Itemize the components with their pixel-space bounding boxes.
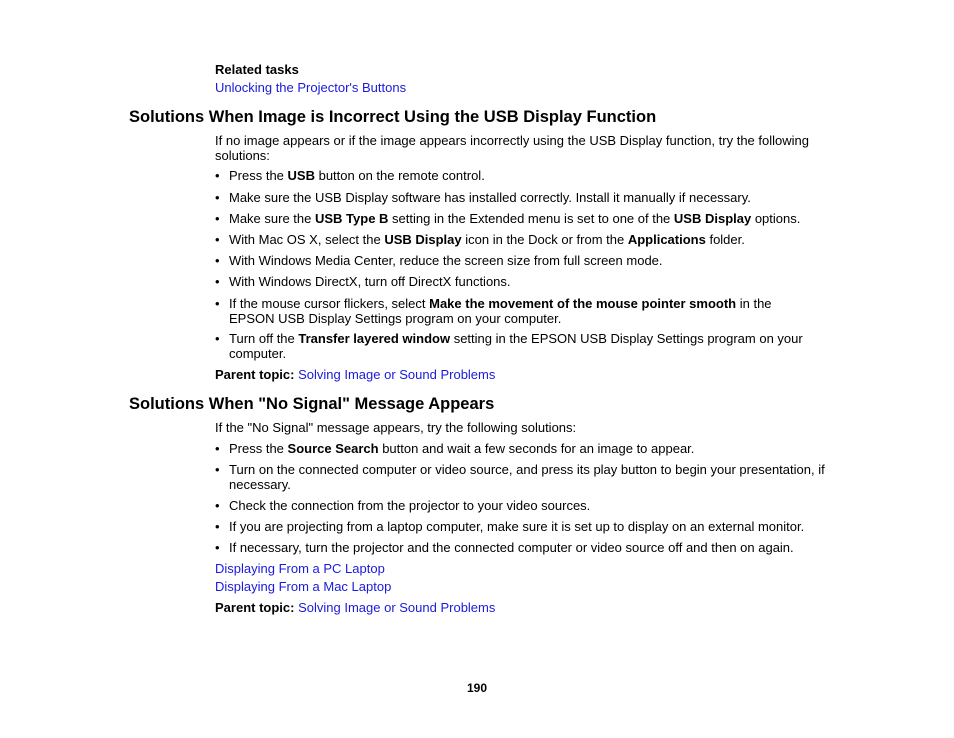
solving-image-sound-link[interactable]: Solving Image or Sound Problems	[298, 367, 496, 382]
nosignal-parent-topic	[215, 600, 495, 615]
usb-intro: If no image appears or if the image appears incorrectly using the USB Display function, try the following solutions:	[215, 133, 809, 163]
nosignal-intro: If the "No Signal" message appears, try the following solutions:	[215, 420, 577, 435]
pc-laptop-link[interactable]: Displaying From a PC Laptop	[215, 561, 385, 576]
list-item	[215, 211, 830, 226]
text: Turn on the connected computer or video source, and press its play button to begin your presentation, if necessary.	[229, 462, 825, 492]
text: folder.	[705, 232, 745, 247]
text: With Mac OS X, select the	[229, 232, 385, 247]
list-item	[215, 168, 830, 183]
list-item	[215, 462, 825, 492]
bold-text: USB Display	[673, 211, 752, 226]
usb-parent-topic	[215, 367, 495, 382]
list-item	[215, 296, 780, 326]
list-item	[215, 519, 840, 534]
usb-section-title: Solutions When Image is Incorrect Using the USB Display Function	[129, 108, 657, 126]
bold-text: Transfer layered window	[298, 331, 451, 346]
bullet: •	[215, 540, 220, 555]
bullet: •	[215, 441, 220, 456]
bullet: •	[215, 168, 220, 183]
text: options.	[751, 211, 801, 226]
list-item	[215, 232, 830, 247]
text: button and wait a few seconds for an image to appear.	[378, 441, 695, 456]
bullet: •	[215, 296, 220, 311]
text: With Windows Media Center, reduce the screen size from full screen mode.	[229, 253, 663, 268]
bullet: •	[215, 253, 220, 268]
text: If necessary, turn the projector and the connected computer or video source off and then on again.	[229, 540, 794, 555]
nosignal-section-title: Solutions When "No Signal" Message Appears	[129, 395, 495, 413]
list-item	[215, 540, 840, 555]
bold-text: USB Display	[384, 232, 462, 247]
text: Make sure the USB Display software has installed correctly. Install it manually if necessary.	[229, 190, 751, 205]
bullet: •	[215, 331, 220, 346]
bold-text: Applications	[627, 232, 706, 247]
text: Make sure the	[229, 211, 315, 226]
text: If the mouse cursor flickers, select	[229, 296, 430, 311]
list-item	[215, 331, 815, 361]
solving-image-sound-link[interactable]: Solving Image or Sound Problems	[298, 600, 496, 615]
text: setting in the Extended menu is set to one of the	[388, 211, 674, 226]
bullet: •	[215, 274, 220, 289]
list-item	[215, 274, 830, 289]
related-tasks-heading: Related tasks	[215, 62, 299, 77]
bullet: •	[215, 190, 220, 205]
text: Check the connection from the projector to your video sources.	[229, 498, 591, 513]
bold-text: USB Type B	[315, 211, 389, 226]
list-item	[215, 190, 830, 205]
list-item	[215, 498, 830, 513]
text: Turn off the	[229, 331, 299, 346]
text: Press the	[229, 441, 288, 456]
text: setting in the EPSON USB Display Settings program on your computer.	[229, 331, 803, 361]
parent-topic-label: Parent topic:	[215, 600, 295, 615]
bold-text: Make the movement of the mouse pointer smooth	[429, 296, 737, 311]
bullet: •	[215, 462, 220, 477]
page-number: 190	[466, 681, 488, 695]
text: With Windows DirectX, turn off DirectX functions.	[229, 274, 511, 289]
text: button on the remote control.	[314, 168, 485, 183]
text: icon in the Dock or from the	[461, 232, 628, 247]
list-item	[215, 253, 830, 268]
mac-laptop-link[interactable]: Displaying From a Mac Laptop	[215, 579, 392, 594]
text: If you are projecting from a laptop computer, make sure it is set up to display on an external monitor.	[229, 519, 805, 534]
unlocking-buttons-link[interactable]: Unlocking the Projector's Buttons	[215, 80, 407, 95]
list-item	[215, 441, 830, 456]
parent-topic-label: Parent topic:	[215, 367, 295, 382]
bold-text: USB	[287, 168, 315, 183]
text: Press the	[229, 168, 288, 183]
bold-text: Source Search	[287, 441, 379, 456]
bullet: •	[215, 211, 220, 226]
bullet: •	[215, 232, 220, 247]
bullet: •	[215, 519, 220, 534]
bullet: •	[215, 498, 220, 513]
text: in the EPSON USB Display Settings program on your computer.	[229, 296, 772, 326]
